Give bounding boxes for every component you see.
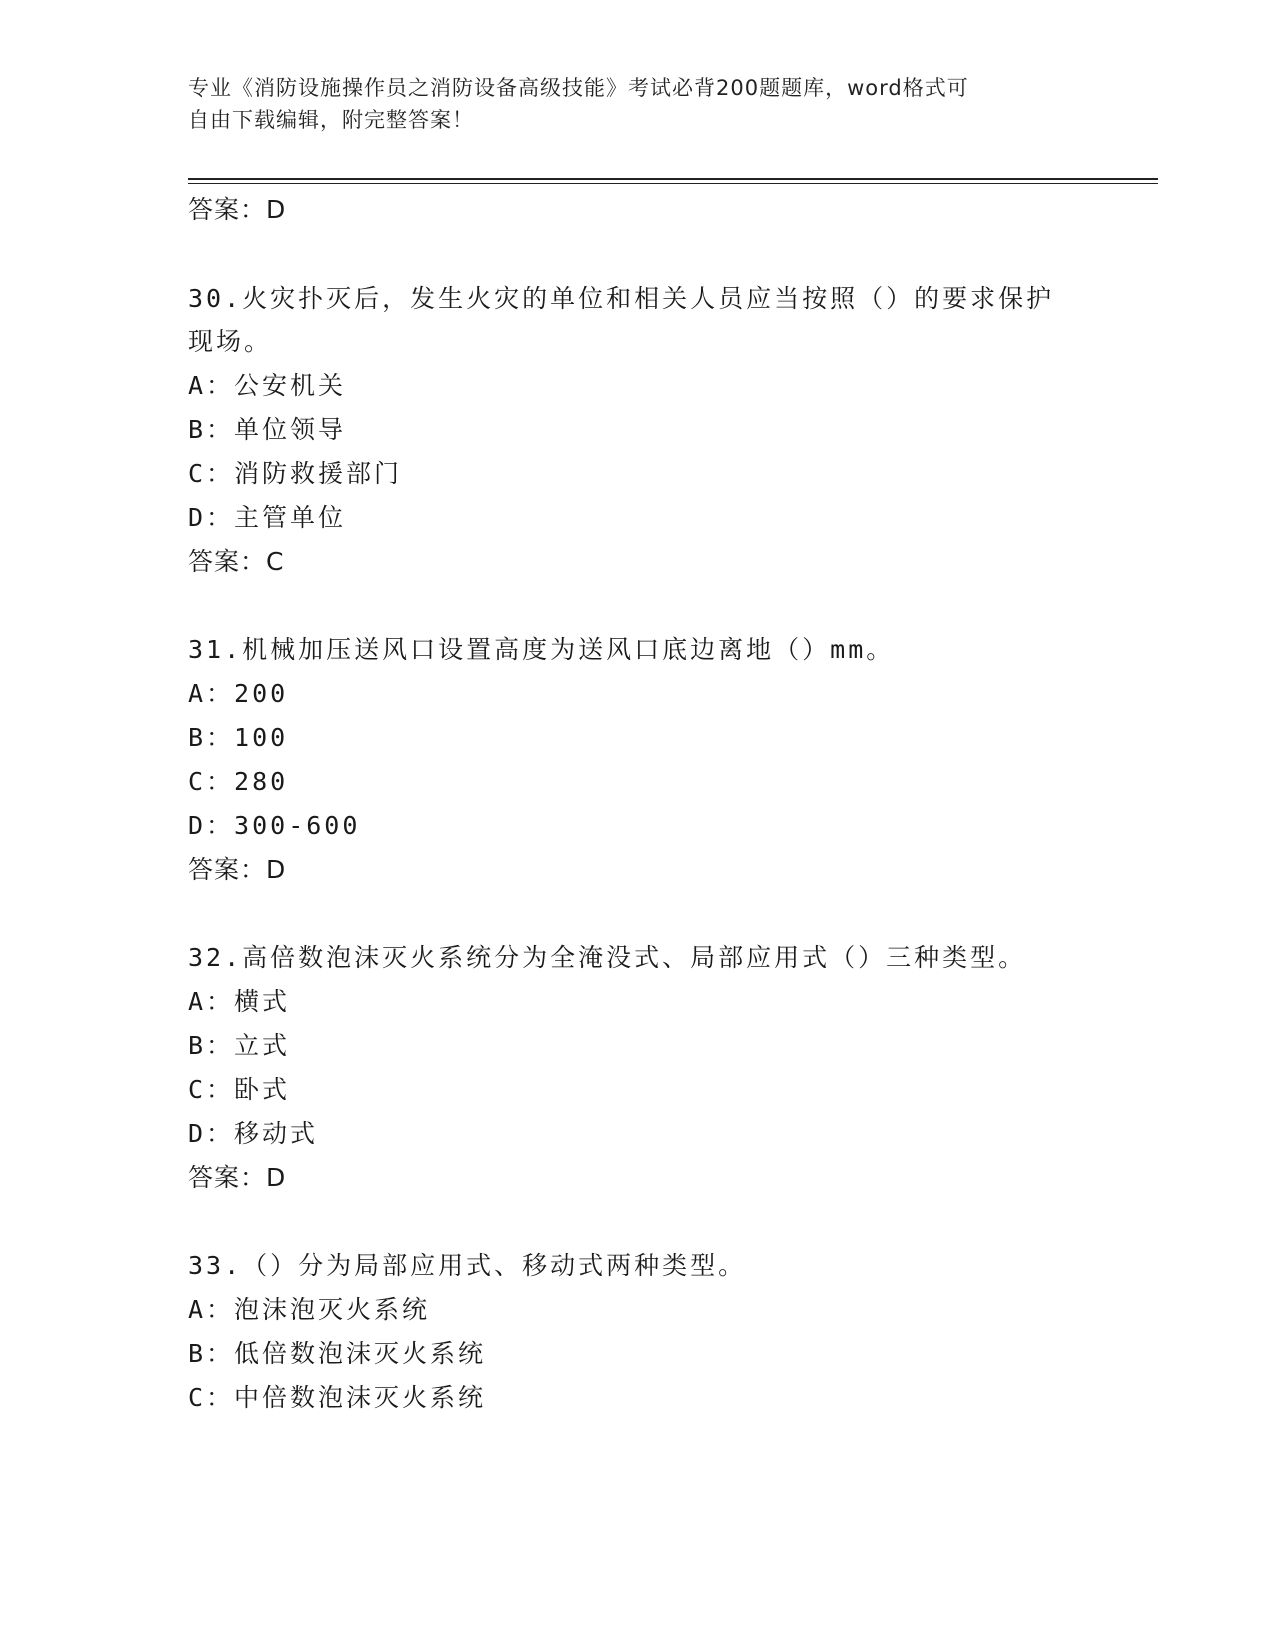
document-header <box>188 72 1088 136</box>
question-30-stem-line-2: 现场。 <box>188 327 273 356</box>
question-33-option-a: A：泡沫泡灭火系统 <box>188 1295 431 1324</box>
question-33-stem: 33.（）分为局部应用式、移动式两种类型。 <box>188 1251 747 1280</box>
question-32-option-b: B：立式 <box>188 1031 291 1060</box>
question-32-answer: 答案：D <box>188 1163 287 1192</box>
question-30-option-a: A：公安机关 <box>188 371 347 400</box>
question-30-option-c: C：消防救援部门 <box>188 459 403 488</box>
question-31-option-c: C：280 <box>188 767 289 796</box>
question-30-option-d: D：主管单位 <box>188 503 347 532</box>
answer-prev: 答案：D <box>188 195 287 224</box>
question-33-option-c: C：中倍数泡沫灭火系统 <box>188 1383 487 1412</box>
question-30-answer: 答案：C <box>188 547 285 576</box>
question-30-stem-line-1: 30.火灾扑灭后，发生火灾的单位和相关人员应当按照（）的要求保护 <box>188 284 1055 313</box>
question-32-option-c: C：卧式 <box>188 1075 291 1104</box>
question-32-stem: 32.高倍数泡沫灭火系统分为全淹没式、局部应用式（）三种类型。 <box>188 943 1027 972</box>
header-divider-thin <box>188 183 1158 184</box>
question-31-stem: 31.机械加压送风口设置高度为送风口底边离地（）mm。 <box>188 635 895 664</box>
question-32-option-a: A：横式 <box>188 987 291 1016</box>
header-line-1: 专业《消防设施操作员之消防设备高级技能》考试必背200题题库，word格式可 <box>188 76 969 100</box>
question-31-option-a: A：200 <box>188 679 289 708</box>
question-31-option-b: B：100 <box>188 723 289 752</box>
header-divider <box>188 178 1158 180</box>
question-31-answer: 答案：D <box>188 855 287 884</box>
question-33-option-b: B：低倍数泡沫灭火系统 <box>188 1339 487 1368</box>
header-line-2: 自由下载编辑，附完整答案！ <box>188 108 474 132</box>
question-31-option-d: D：300-600 <box>188 811 361 840</box>
question-30-option-b: B：单位领导 <box>188 415 347 444</box>
question-32-option-d: D：移动式 <box>188 1119 319 1148</box>
